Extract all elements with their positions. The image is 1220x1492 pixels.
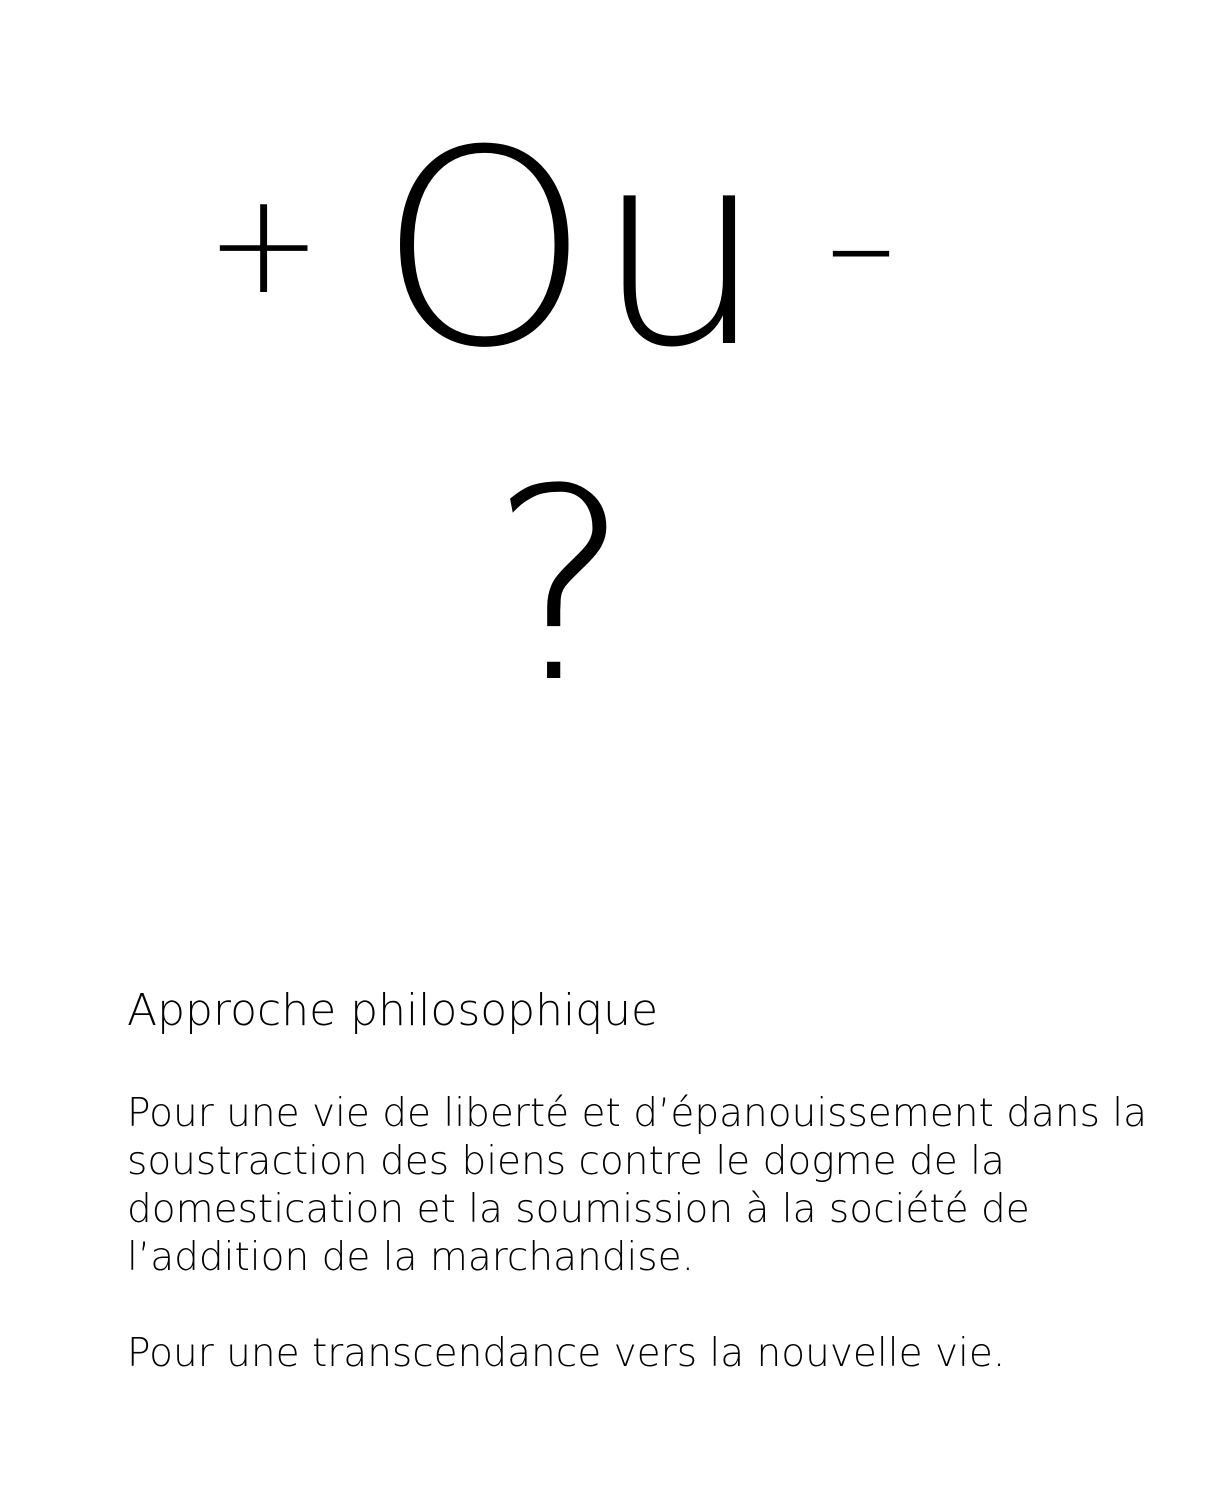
minus-sign: –	[826, 163, 896, 326]
question-mark: ?	[490, 433, 631, 741]
paragraph-2: Pour une transcendance vers la nouvelle vie.	[127, 1331, 1006, 1376]
section-heading: Approche philosophique	[127, 985, 659, 1036]
plus-sign: +	[205, 163, 323, 326]
paragraph-1: Pour une vie de liberté et d’épanouissement dans la soustraction des biens contre le dogme de la domestication et la soumission à la société de l’addition de la marchandise.	[127, 1091, 1148, 1280]
title-word: Ou	[378, 92, 770, 407]
